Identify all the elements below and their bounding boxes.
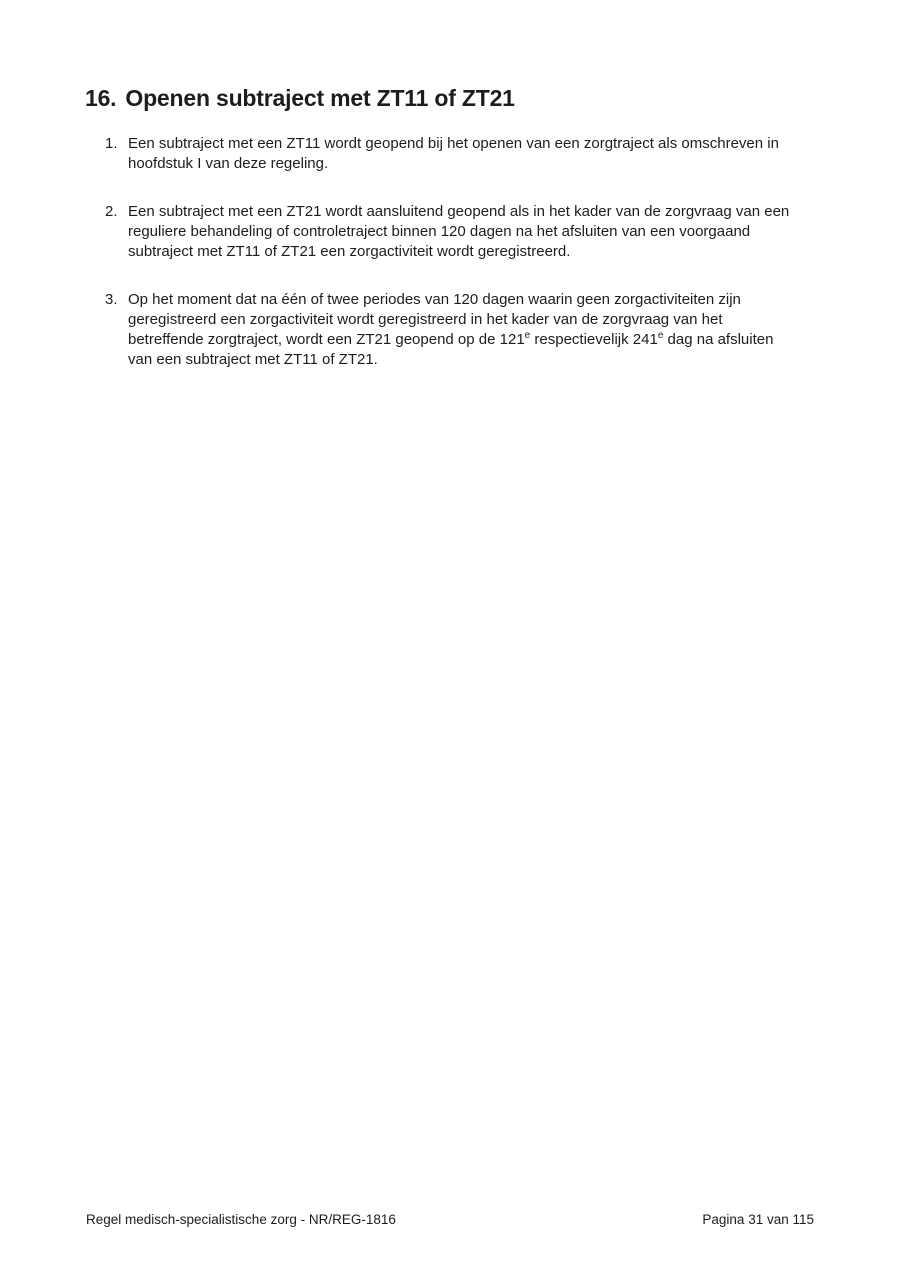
list-item bbox=[105, 290, 797, 370]
list-item-text: Een subtraject met een ZT11 wordt geopend bij het openen van een zorgtraject als omschreven in hoofdstuk I van deze regeling. bbox=[128, 135, 779, 172]
list-item-text-part: respectievelijk 241 bbox=[530, 331, 658, 348]
footer-page-number: Pagina 31 van 115 bbox=[702, 1212, 814, 1227]
list-item-text-part: Op het moment dat na één of twee periodes van 120 dagen waarin geen zorgactiviteiten zijn geregistreerd een zorgactiviteit wordt geregistreerd in het kader van de zorgvraag van het betreffende zorgtraject, wordt een ZT21 geopend op de 121 bbox=[128, 291, 741, 348]
list-item bbox=[105, 134, 797, 174]
superscript-e: e bbox=[657, 330, 664, 341]
list-item-number: 2. bbox=[105, 203, 118, 220]
section-title: Openen subtraject met ZT11 of ZT21 bbox=[125, 85, 515, 111]
list-item-text bbox=[128, 290, 797, 370]
numbered-list bbox=[105, 134, 797, 398]
list-item-text-part: dag na afsluiten van een subtraject met ZT11 of ZT21. bbox=[128, 331, 774, 368]
list-item-number: 1. bbox=[105, 135, 118, 152]
list-item-number: 3. bbox=[105, 291, 118, 308]
superscript-e: e bbox=[524, 330, 531, 341]
page-footer bbox=[86, 1212, 814, 1227]
section-number: 16. bbox=[85, 85, 117, 111]
footer-document-title: Regel medisch-specialistische zorg - NR/REG-1816 bbox=[86, 1212, 396, 1227]
list-item-text: Een subtraject met een ZT21 wordt aansluitend geopend als in het kader van de zorgvraag van een reguliere behandeling of controletraject binnen 120 dagen na het afsluiten van een voorgaand subtraject met ZT11 of ZT21 een zorgactiviteit wordt geregistreerd. bbox=[128, 203, 790, 260]
list-item bbox=[105, 202, 797, 262]
section-heading bbox=[85, 85, 515, 112]
